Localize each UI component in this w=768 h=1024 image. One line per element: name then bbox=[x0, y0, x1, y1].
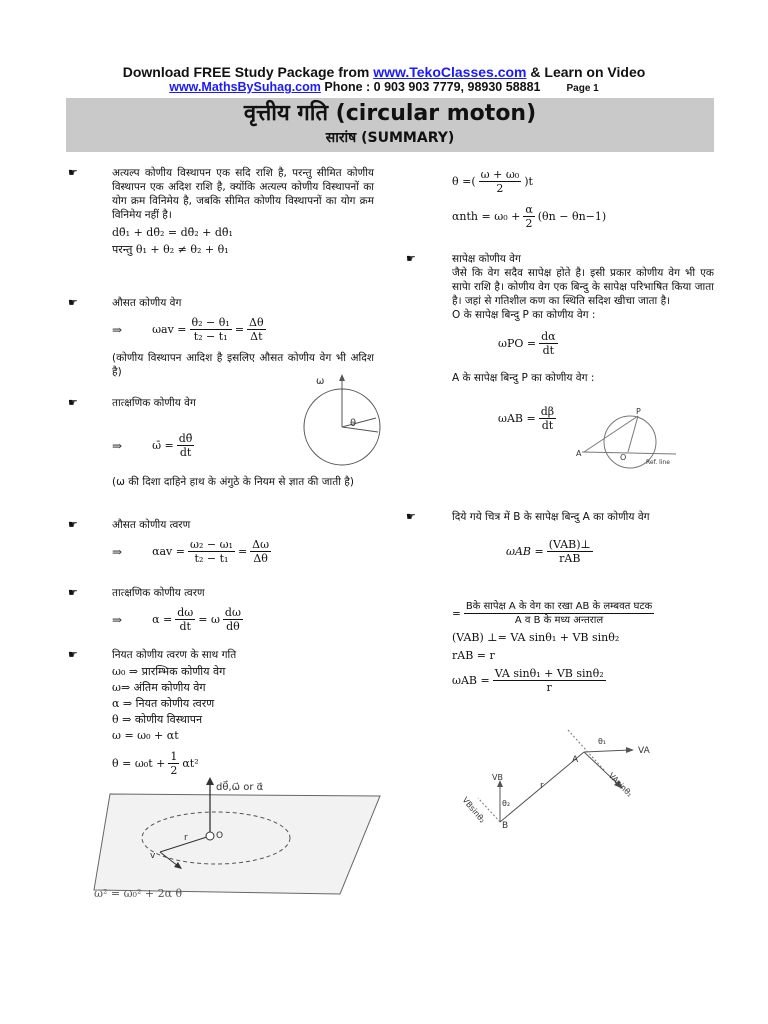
fraction bbox=[190, 316, 232, 343]
fraction bbox=[247, 316, 266, 343]
equation-mid: = ω bbox=[198, 612, 220, 626]
fraction bbox=[250, 538, 271, 565]
vb-label: VB bbox=[492, 773, 503, 782]
denominator: t₂ − t₁ bbox=[193, 330, 228, 343]
denominator: dt bbox=[541, 419, 554, 432]
list-item: θ ⇒ कोणीय विस्थापन bbox=[112, 713, 203, 726]
relative-angle-figure bbox=[574, 404, 678, 470]
component-definition bbox=[452, 600, 722, 694]
velocity-label: v bbox=[150, 851, 156, 861]
denominator: 2 bbox=[170, 764, 178, 777]
bullet-hand-icon: ☛ bbox=[406, 510, 416, 523]
numerator: Bके सापेक्ष A के वेग का रखा AB के लम्बवत घटक bbox=[465, 601, 653, 612]
fraction bbox=[177, 432, 195, 459]
equation: θ = ( $\frac{\text{ω + ω₀}}{2}$ ) t bbox=[452, 168, 533, 195]
equation-lhs: α = bbox=[152, 612, 173, 626]
equation: ω² = ω₀² + 2α θ bbox=[94, 887, 183, 900]
numerator: dω bbox=[177, 606, 194, 619]
learn-video-text: & Learn on Video bbox=[526, 64, 646, 80]
numerator: dα bbox=[541, 330, 556, 343]
bullet-hand-icon: ☛ bbox=[68, 648, 78, 661]
list-item: ω⇒ अंतिम कोणीय वेग bbox=[112, 681, 206, 694]
vb-sin-label: VBsinθ₂ bbox=[460, 795, 487, 825]
point-o-label: O bbox=[620, 453, 627, 462]
denominator: dt bbox=[179, 446, 192, 459]
bullet-hand-icon: ☛ bbox=[406, 252, 416, 265]
denominator: Δθ bbox=[253, 552, 268, 565]
numerator: dω bbox=[224, 606, 241, 619]
mathsbysuhag-link[interactable]: www.MathsBySuhag.com bbox=[169, 80, 321, 94]
numerator: (VAB)⊥ bbox=[548, 538, 591, 551]
list-item: ω = ω₀ + αt bbox=[112, 729, 179, 742]
denominator: Δt bbox=[250, 330, 263, 343]
section-title: दिये गये चित्र में B के सापेक्ष बिन्दु A का कोणीय वेग bbox=[452, 511, 650, 523]
download-text: Download FREE Study Package from bbox=[122, 64, 374, 80]
equation: = $\frac{\text{Bके सापेक्ष A के वेग का रखा AB के लम्बवत घटक}}{\text{A व B के मध्य अन्तराल}}$ bbox=[452, 601, 653, 626]
numerator: ω + ω₀ bbox=[480, 168, 520, 181]
fraction bbox=[175, 606, 195, 633]
numerator: Δω bbox=[252, 538, 270, 551]
page-title: वृत्तीय गति (circular moton) bbox=[243, 101, 537, 126]
section-constant-angular-acceleration bbox=[112, 648, 374, 777]
section-title: तात्क्षणिक कोणीय वेग bbox=[112, 397, 196, 409]
fraction bbox=[523, 203, 534, 230]
equation-lhs: θ = bbox=[452, 174, 472, 188]
denominator: r bbox=[546, 681, 552, 694]
numerator: ω₂ − ω₁ bbox=[189, 538, 233, 551]
numerator: 1 bbox=[170, 750, 178, 763]
equation bbox=[506, 538, 714, 565]
page-subtitle: सारांष (SUMMARY) bbox=[325, 130, 455, 146]
omega-label: ω bbox=[316, 376, 325, 387]
denominator: dθ bbox=[226, 620, 240, 633]
bullet-hand-icon: ☛ bbox=[68, 296, 78, 309]
theta-label: θ bbox=[350, 418, 357, 429]
numerator: dθ̄ bbox=[178, 432, 193, 445]
equation-lhs: ωAB = bbox=[452, 673, 490, 687]
numerator: dβ bbox=[540, 405, 555, 418]
fraction bbox=[539, 405, 556, 432]
section-average-angular-acceleration bbox=[112, 518, 374, 565]
angular-velocity-figure bbox=[294, 372, 384, 472]
equation bbox=[112, 606, 374, 633]
section-title: औसत कोणीय वेग bbox=[112, 297, 182, 309]
equation-lhs: αnth = ω₀ + bbox=[452, 209, 521, 223]
equation-lhs: θ = ω₀t + bbox=[112, 756, 166, 770]
bullet-hand-icon: ☛ bbox=[68, 518, 78, 531]
equation-rhs: t bbox=[528, 174, 533, 188]
equation-lhs: ωAB = bbox=[498, 411, 536, 425]
section-note: (कोणीय विस्थापन आदिश है इसलिए औसत कोणीय वेग भी अदिश है) bbox=[112, 352, 374, 378]
equation-lhs: ωav = bbox=[152, 322, 187, 336]
equation: (VAB) ⊥= VA sinθ₁ + VB sinθ₂ bbox=[452, 631, 620, 644]
fraction bbox=[464, 600, 654, 627]
section-note: (ω की दिशा दाहिने हाथ के अंगुठे के नियम से ज्ञात की जाती है) bbox=[112, 476, 354, 488]
radius-label: r bbox=[184, 833, 188, 843]
equation: ⇒ αav = $\frac{\text{ω₂ − ω₁}}{\text{t₂ − t₁}}$ = $\frac{\Delta\omega}{\Delta\theta}$ bbox=[112, 538, 270, 565]
theta2-label: θ₂ bbox=[502, 799, 511, 808]
equation: परन्तु θ₁ + θ₂ ≠ θ₂ + θ₁ bbox=[112, 243, 229, 256]
symbol-list bbox=[112, 664, 374, 744]
numerator: Δθ bbox=[249, 316, 264, 329]
point-a-label: A bbox=[576, 449, 582, 458]
implies-icon: ⇒ bbox=[112, 544, 123, 559]
equation bbox=[112, 750, 374, 777]
title-banner bbox=[66, 98, 714, 152]
numerator: θ₂ − θ₁ bbox=[191, 316, 230, 329]
va-sin-label: VAsinθ₁ bbox=[606, 771, 635, 799]
section-average-angular-velocity bbox=[112, 296, 374, 379]
section-text: A के सापेक्ष बिन्दु P का कोणीय वेग : bbox=[452, 372, 595, 384]
section-title: सापेक्ष कोणीय वेग bbox=[452, 253, 521, 265]
vector-label: dθ⃗,ω⃗ or α⃗ bbox=[216, 782, 264, 793]
equation-lhs: ωAB = bbox=[506, 544, 544, 558]
denominator: 2 bbox=[525, 217, 533, 230]
denominator: A व B के मध्य अन्तराल bbox=[514, 615, 604, 626]
fraction bbox=[539, 330, 557, 357]
fraction bbox=[168, 750, 179, 777]
section-instantaneous-angular-acceleration bbox=[112, 586, 374, 633]
fraction bbox=[188, 538, 235, 565]
ref-line-label: Ref. line bbox=[646, 459, 670, 466]
equation bbox=[498, 330, 714, 357]
point-a-label: A bbox=[572, 755, 579, 765]
vector-figure-a-b bbox=[458, 726, 678, 838]
equation-lhs: ωPO = bbox=[498, 336, 537, 350]
numerator: α bbox=[525, 203, 533, 216]
download-header bbox=[0, 64, 768, 80]
section-angular-velocity-a-wrt-b bbox=[452, 510, 714, 565]
denominator: 2 bbox=[496, 182, 504, 195]
equation bbox=[452, 667, 722, 694]
list-item: ω₀ ⇒ प्रारम्भिक कोणीय वेग bbox=[112, 665, 226, 678]
phone-text: Phone : 0 903 903 7779, 98930 58881 bbox=[320, 80, 541, 94]
list-item: α ⇒ नियत कोणीय त्वरण bbox=[112, 697, 215, 710]
equation-rhs: (θn − θn−1) bbox=[537, 209, 607, 223]
equation-lhs: ω̄ = bbox=[152, 438, 174, 452]
theta1-label: θ₁ bbox=[598, 737, 607, 746]
denominator: rAB bbox=[559, 552, 581, 565]
implies-icon: ⇒ bbox=[112, 322, 123, 337]
fraction bbox=[493, 667, 606, 694]
equation: dθ̄₁ + dθ̄₂ = dθ̄₂ + dθ̄₁ bbox=[112, 226, 233, 239]
distance-r-label: r bbox=[540, 781, 544, 791]
equation: ⇒ ωav = $\frac{\text{θ₂ − θ₁}}{\text{t₂ − t₁}}$ = $\frac{\Delta\theta}{\Delta t}$ bbox=[112, 316, 264, 343]
point-b-label: B bbox=[502, 821, 509, 831]
point-p-label: P bbox=[636, 407, 641, 416]
section-title: औसत कोणीय त्वरण bbox=[112, 519, 191, 531]
bullet-hand-icon: ☛ bbox=[68, 166, 78, 179]
page-number: Page 1 bbox=[566, 83, 599, 94]
fraction bbox=[223, 606, 243, 633]
section-text: अत्यल्प कोणीय विस्थापन एक सदि राशि है, परन्तु सीमित कोणीय विस्थापन एक अदिश राशि है, क्योंकि अत्यल्प कोणीय विस्थापनों का योग क्रम विनिमेय है, जबकि सीमित कोणीय विस्थापनों का योग क्रम विनिमेय नहीं है। bbox=[112, 167, 374, 221]
denominator: dt bbox=[179, 620, 191, 633]
implies-icon: ⇒ bbox=[112, 612, 123, 627]
bullet-hand-icon: ☛ bbox=[68, 396, 78, 409]
origin-label: O bbox=[216, 831, 224, 841]
fraction bbox=[479, 168, 522, 195]
contact-header bbox=[0, 80, 768, 94]
equation-rhs: αt² bbox=[182, 756, 199, 770]
section-title: नियत कोणीय त्वरण के साथ गति bbox=[112, 649, 237, 661]
fraction bbox=[547, 538, 593, 565]
denominator: dt bbox=[542, 344, 555, 357]
implies-icon: ⇒ bbox=[112, 438, 123, 453]
numerator: VA sinθ₁ + VB sinθ₂ bbox=[494, 667, 604, 680]
section-infinitesimal-displacement bbox=[112, 166, 374, 257]
va-label: VA bbox=[638, 746, 650, 756]
bullet-hand-icon: ☛ bbox=[68, 586, 78, 599]
equation bbox=[452, 203, 714, 230]
section-text: जैसे कि वेग सदैव सापेक्ष होते है। इसी प्रकार कोणीय वेग भी एक सापेा राशि है। कोणीय वेग एक बिन्दु के सापेक्ष परिभाषित किया जाता है। जहां से गतिशील कण का स्थिति सदिश खीचा जाता है। bbox=[452, 267, 714, 307]
tekoclasses-link[interactable]: www.TekoClasses.com bbox=[373, 64, 527, 80]
right-equations bbox=[452, 168, 714, 230]
section-text: O के सापेक्ष बिन्दु P का कोणीय वेग : bbox=[452, 309, 596, 321]
equation-lhs: αav = bbox=[152, 544, 185, 558]
equation: rAB = r bbox=[452, 649, 495, 662]
section-title: तात्क्षणिक कोणीय त्वरण bbox=[112, 587, 205, 599]
denominator: t₂ − t₁ bbox=[194, 552, 229, 565]
